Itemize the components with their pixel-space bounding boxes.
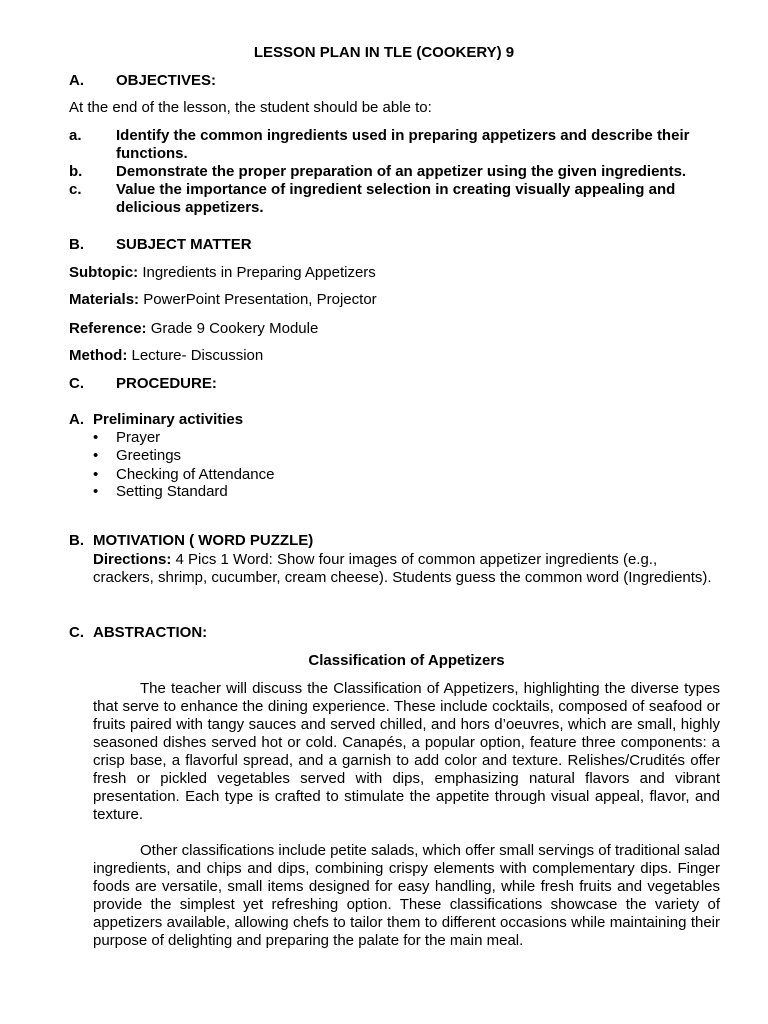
subtopic-field: [69, 264, 376, 282]
objective-mark: a.: [69, 127, 82, 144]
section-letter: B.: [69, 236, 84, 253]
bullet-icon: •: [93, 429, 99, 446]
list-item-text: Prayer: [116, 429, 161, 446]
directions-text: [93, 551, 720, 587]
section-letter: A.: [69, 72, 84, 89]
method-label: Method:: [69, 347, 128, 364]
directions-label: Directions:: [93, 551, 172, 568]
procedure-mark: B.: [69, 532, 84, 549]
directions-body: 4 Pics 1 Word: Show four images of common appetizer ingredients (e.g., crackers, shrimp, cucumber, cream cheese). Students guess the common word (Ingredients).: [93, 551, 712, 586]
materials-field: [69, 291, 377, 309]
paragraph: Other classifications include petite salads, which offer small servings of traditional salad ingredients, and chips and dips, combining crispy elements with complementary dips. Finger foods are versatile, small items designed for easy handling, while fresh fruits and vegetables provide the simplest yet refreshing option. These classifications showcase the variety of appetizers available, allowing chefs to tailor them to different occasions while maintaining their purpose of delighting and preparing the palate for the main meal.: [93, 842, 721, 949]
subtopic-value: Ingredients in Preparing Appetizers: [138, 264, 376, 281]
procedure-heading: ABSTRACTION:: [93, 624, 208, 641]
bullet-icon: •: [93, 483, 99, 500]
bullet-icon: •: [93, 447, 99, 464]
classification-title: Classification of Appetizers: [308, 652, 505, 669]
list-item-text: Greetings: [116, 447, 182, 464]
objective-text: Identify the common ingredients used in preparing appetizers and describe their functions.: [116, 127, 690, 162]
list-item-text: Checking of Attendance: [116, 466, 275, 483]
reference-label: Reference:: [69, 320, 147, 337]
materials-label: Materials:: [69, 291, 140, 308]
objectives-intro: At the end of the lesson, the student should be able to:: [69, 99, 432, 116]
list-item-text: Setting Standard: [116, 483, 228, 500]
reference-value: Grade 9 Cookery Module: [146, 320, 319, 337]
section-heading: PROCEDURE:: [116, 375, 217, 392]
paragraph: The teacher will discuss the Classification of Appetizers, highlighting the diverse types that serve to enhance the dining experience. These include cocktails, composed of seafood or fruits paired with tangy sauces and served chilled, and hors d’oeuvres, which are small, highly seasoned dishes served hot or cold. Canapés, a popular option, feature three components: a crisp base, a flavorful spread, and a garnish to add color and texture. Relishes/Crudités offer fresh or pickled vegetables served with dips, emphasizing natural flavors and vibrant presentation. Each type is crafted to stimulate the appetite through visual appeal, flavor, and texture.: [93, 680, 720, 823]
procedure-heading: Preliminary activities: [93, 411, 244, 428]
procedure-mark: C.: [69, 624, 84, 641]
objective-text: Value the importance of ingredient selection in creating visually appealing and delicious appetizers.: [116, 181, 676, 216]
bullet-icon: •: [93, 466, 99, 483]
preliminary-heading: [69, 411, 243, 429]
objective-text: Demonstrate the proper preparation of an appetizer using the given ingredients.: [116, 163, 687, 180]
procedure-mark: A.: [69, 411, 84, 428]
section-heading: OBJECTIVES:: [116, 72, 217, 89]
method-value: Lecture- Discussion: [127, 347, 264, 364]
objective-mark: b.: [69, 163, 83, 180]
materials-value: PowerPoint Presentation, Projector: [139, 291, 377, 308]
objective-mark: c.: [69, 181, 82, 198]
section-letter: C.: [69, 375, 84, 392]
section-heading: SUBJECT MATTER: [116, 236, 252, 253]
motivation-heading: [69, 532, 313, 550]
subtopic-label: Subtopic:: [69, 264, 139, 281]
reference-field: [69, 320, 318, 338]
page-title: LESSON PLAN IN TLE (COOKERY) 9: [253, 44, 515, 61]
abstraction-heading: [69, 624, 207, 642]
method-field: [69, 347, 263, 365]
procedure-heading: MOTIVATION ( WORD PUZZLE): [93, 532, 314, 549]
